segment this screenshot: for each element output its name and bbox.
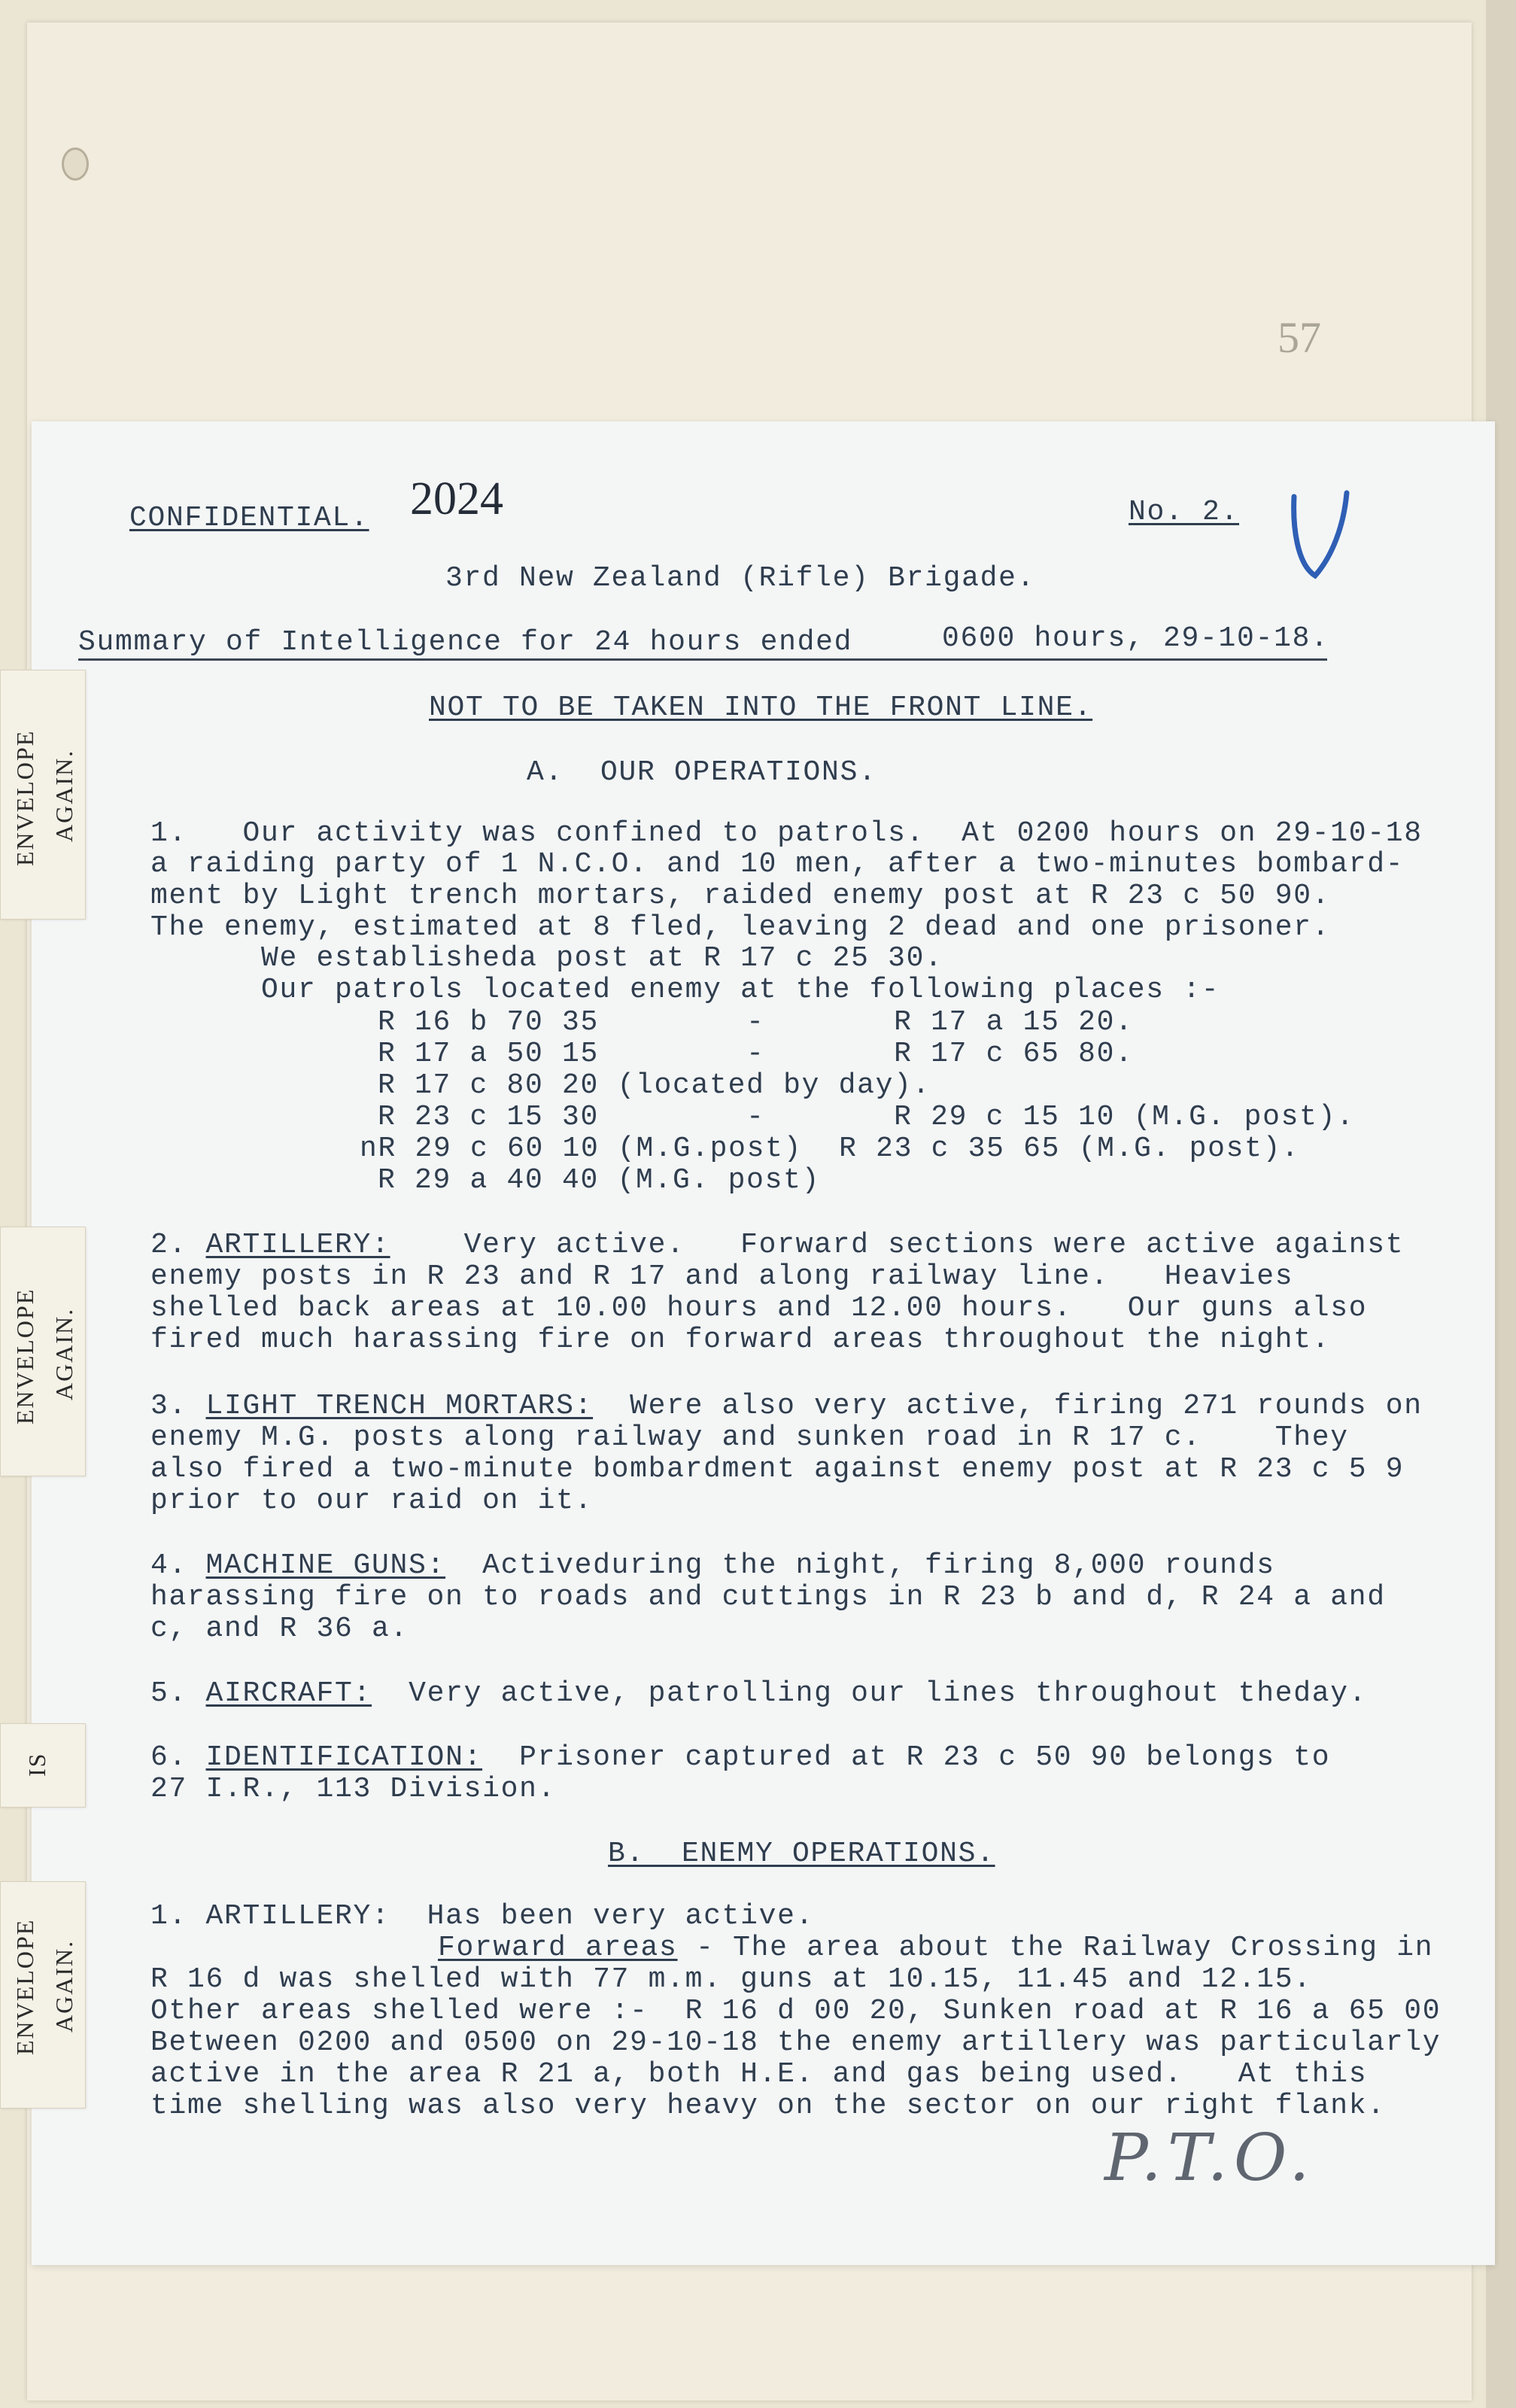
envelope-tab	[0, 1227, 86, 1476]
ltm-heading: LIGHT TRENCH MORTARS:	[205, 1390, 594, 1422]
ltm-text-line: also fired a two-minute bombardment against enemy post at R 23 c 5 9	[150, 1453, 1405, 1485]
enemy-ops-text-line: active in the area R 21 a, both H.E. and gas being used. At this	[150, 2058, 1368, 2090]
mg-text-line: c, and R 36 a.	[150, 1613, 409, 1645]
tab-word: IS	[23, 1752, 50, 1777]
enemy-ops-text-line: time shelling was also very heavy on the sector on our right flank.	[150, 2090, 1386, 2122]
summary-period-date: 0600 hours, 29-10-18.	[942, 622, 1329, 655]
patrol-location-line: R 29 a 40 40 (M.G. post)	[378, 1164, 821, 1196]
ltm-text-line: Were also very active, firing 271 rounds on	[630, 1390, 1423, 1422]
operations-paragraph-line: Our patrols located enemy at the following places :-	[150, 974, 1220, 1006]
summary-period-label: Summary of Intelligence for 24 hours ended	[78, 626, 853, 658]
identification-heading: IDENTIFICATION:	[205, 1741, 483, 1774]
forward-areas-heading: Forward areas	[438, 1932, 678, 1964]
operations-paragraph-line: 1. Our activity was confined to patrols. At 0200 hours on 29-10-18	[150, 817, 1423, 850]
pto-handwritten: P.T.O.	[1104, 2121, 1316, 2196]
ltm-text-line: enemy M.G. posts along railway and sunken road in R 17 c. They	[150, 1421, 1349, 1454]
document-number: No. 2.	[1129, 496, 1240, 528]
artillery-text-line: fired much harassing fire on forward areas throughout the night.	[150, 1324, 1331, 1356]
folio-number: 57	[1278, 313, 1321, 362]
patrol-location-line: nR 29 c 60 10 (M.G.post) R 23 c 35 65 (M.G. post).	[360, 1133, 1300, 1165]
classification-label: CONFIDENTIAL.	[129, 502, 369, 534]
enemy-artillery-heading: 1. ARTILLERY:	[150, 1900, 390, 1932]
unit-title: 3rd New Zealand (Rifle) Brigade.	[445, 562, 1036, 594]
tab-word: AGAIN.	[50, 749, 77, 842]
section-a-title: A. OUR OPERATIONS.	[527, 756, 877, 789]
ltm-text-line: prior to our raid on it.	[150, 1485, 594, 1517]
enemy-ops-text-line: R 16 d was shelled with 77 m.m. guns at 10.15, 11.45 and 12.15.	[150, 1963, 1312, 1996]
operations-paragraph-line: We establisheda post at R 17 c 25 30.	[150, 942, 943, 974]
envelope-tab	[0, 1723, 86, 1808]
envelope-tab	[0, 1881, 86, 2109]
summary-underline	[78, 658, 1327, 661]
blue-check-mark	[1279, 482, 1362, 587]
mg-text-line: harassing fire on to roads and cuttings in R 23 b and d, R 24 a and	[150, 1581, 1386, 1613]
patrol-location-line: R 17 c 80 20 (located by day).	[378, 1069, 931, 1102]
identification-text-line: Prisoner captured at R 23 c 50 90 belongs to	[519, 1741, 1331, 1774]
forward-areas-text: - The area about the Railway Crossing in	[677, 1932, 1434, 1964]
machine-guns-heading: MACHINE GUNS:	[205, 1549, 446, 1582]
tab-word: ENVELOPE	[11, 1288, 38, 1424]
artillery-text-line: shelled back areas at 10.00 hours and 12.00 hours. Our guns also	[150, 1292, 1368, 1324]
envelope-tab	[0, 670, 86, 920]
punch-hole	[62, 147, 89, 181]
patrol-location-line: R 16 b 70 35 - R 17 a 15 20.	[378, 1006, 1134, 1038]
artillery-text-line: enemy posts in R 23 and R 17 and along railway line. Heavies	[150, 1260, 1294, 1293]
mg-text-line: Activeduring the night, firing 8,000 rounds	[482, 1549, 1275, 1582]
operations-paragraph-line: The enemy, estimated at 8 fled, leaving 2 dead and one prisoner.	[150, 911, 1331, 944]
enemy-artillery-text: Has been very active.	[427, 1900, 815, 1932]
tab-word: AGAIN.	[50, 1939, 77, 2033]
operations-paragraph-line: a raiding party of 1 N.C.O. and 10 men, after a two-minutes bombard-	[150, 848, 1405, 880]
aircraft-heading: AIRCRAFT:	[205, 1677, 372, 1710]
identification-text-line: 27 I.R., 113 Division.	[150, 1773, 557, 1805]
enemy-ops-text-line: Other areas shelled were :- R 16 d 00 20, Sunken road at R 16 a 65 00	[150, 1995, 1442, 2027]
artillery-heading: ARTILLERY:	[205, 1229, 390, 1261]
tab-word: ENVELOPE	[11, 729, 38, 866]
enemy-ops-text-line: Between 0200 and 0500 on 29-10-18 the enemy artillery was particularly	[150, 2026, 1442, 2059]
front-line-warning: NOT TO BE TAKEN INTO THE FRONT LINE.	[429, 692, 1093, 724]
reference-number: 2024	[410, 473, 503, 524]
operations-paragraph-line: ment by Light trench mortars, raided enemy post at R 23 c 50 90.	[150, 880, 1331, 912]
tab-word: AGAIN.	[50, 1307, 77, 1400]
aircraft-text: Very active, patrolling our lines throughout theday.	[409, 1677, 1368, 1710]
section-b-title: B. ENEMY OPERATIONS.	[608, 1838, 995, 1870]
patrol-location-line: R 23 c 15 30 - R 29 c 15 10 (M.G. post).	[378, 1101, 1355, 1133]
tab-word: ENVELOPE	[11, 1918, 38, 2055]
artillery-text-line: Very active. Forward sections were active against	[463, 1229, 1405, 1261]
patrol-location-line: R 17 a 50 15 - R 17 c 65 80.	[378, 1038, 1134, 1070]
